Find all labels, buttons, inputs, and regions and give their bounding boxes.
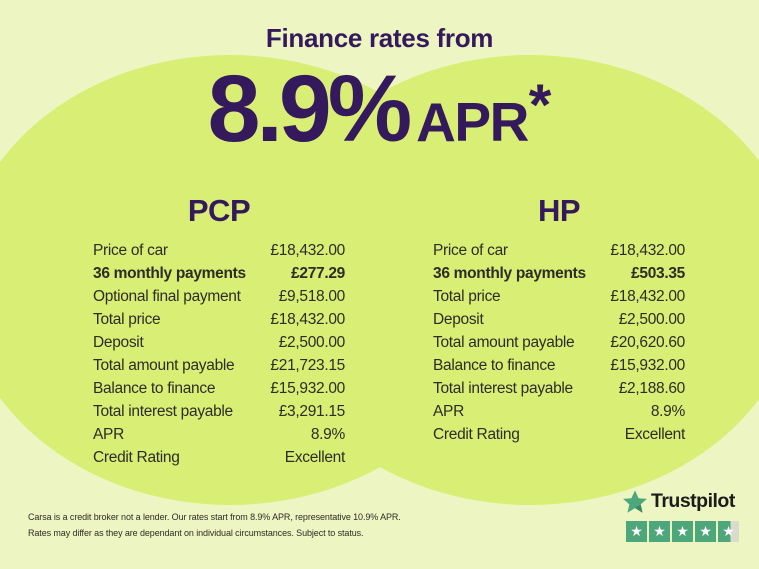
trustpilot-brand-label: Trustpilot [651, 490, 735, 513]
row-label: Total interest payable [93, 402, 233, 420]
finance-row [433, 239, 685, 262]
finance-row [93, 400, 345, 423]
trustpilot-star-half: ★ [718, 521, 739, 542]
row-value: £18,432.00 [270, 241, 345, 259]
hp-table [433, 193, 685, 446]
row-label: Price of car [93, 241, 168, 259]
finance-row [93, 377, 345, 400]
trustpilot-star-full: ★ [626, 521, 647, 542]
trustpilot-rating-stars [626, 521, 739, 542]
row-value: £15,932.00 [270, 379, 345, 397]
row-value: Excellent [284, 448, 345, 466]
row-value: Excellent [624, 425, 685, 443]
finance-row [93, 285, 345, 308]
finance-row [93, 308, 345, 331]
trustpilot-star-full: ★ [649, 521, 670, 542]
row-label: Total price [93, 310, 161, 328]
row-label: Balance to finance [433, 356, 556, 374]
disclaimer-line-2: Rates may differ as they are dependant on individual circumstances. Subject to status. [28, 527, 364, 538]
row-value: £20,620.60 [610, 333, 685, 351]
row-label: Price of car [433, 241, 508, 259]
finance-row [93, 354, 345, 377]
finance-row [433, 262, 685, 285]
finance-row [433, 285, 685, 308]
row-value: £18,432.00 [270, 310, 345, 328]
row-label: Total price [433, 287, 501, 305]
row-label: Total amount payable [433, 333, 575, 351]
row-value: £2,188.60 [618, 379, 685, 397]
trustpilot-star-full: ★ [695, 521, 716, 542]
trustpilot-star-full: ★ [672, 521, 693, 542]
finance-row [433, 400, 685, 423]
banner-title: Finance rates from [265, 23, 494, 53]
row-label: Total interest payable [433, 379, 573, 397]
row-value: 8.9% [650, 402, 685, 420]
trustpilot-star-icon [622, 489, 648, 515]
pcp-table [93, 193, 345, 469]
row-label: Optional final payment [93, 287, 241, 305]
rate-asterisk: * [528, 73, 552, 138]
finance-row [433, 354, 685, 377]
row-value: £277.29 [291, 264, 345, 282]
row-value: £15,932.00 [610, 356, 685, 374]
rate-suffix: APR [416, 91, 528, 153]
finance-row [93, 262, 345, 285]
finance-row [93, 446, 345, 469]
trustpilot-logo-row [622, 489, 739, 515]
row-value: £18,432.00 [610, 241, 685, 259]
row-value: £18,432.00 [610, 287, 685, 305]
row-label: Credit Rating [93, 448, 180, 466]
row-label: 36 monthly payments [433, 264, 586, 282]
finance-row [433, 377, 685, 400]
pcp-table-heading: PCP [187, 193, 251, 228]
headline-rate [0, 56, 759, 162]
row-label: Deposit [93, 333, 144, 351]
row-value: 8.9% [310, 425, 345, 443]
finance-row [93, 423, 345, 446]
row-value: £2,500.00 [618, 310, 685, 328]
pcp-table-rows [93, 239, 345, 469]
trustpilot-badge[interactable] [622, 489, 739, 542]
row-value: £503.35 [631, 264, 685, 282]
finance-row [93, 239, 345, 262]
disclaimer-line-1: Carsa is a credit broker not a lender. Our rates start from 8.9% APR, representative 10.9% APR. [28, 512, 401, 522]
finance-row [433, 331, 685, 354]
row-value: £9,518.00 [278, 287, 345, 305]
hp-table-rows [433, 239, 685, 446]
row-label: APR [433, 402, 464, 420]
finance-row [433, 308, 685, 331]
finance-row [433, 423, 685, 446]
finance-row [93, 331, 345, 354]
row-value: £21,723.15 [270, 356, 345, 374]
row-label: 36 monthly payments [93, 264, 246, 282]
rate-value: 8.9% [207, 56, 409, 162]
row-label: APR [93, 425, 124, 443]
row-label: Deposit [433, 310, 484, 328]
row-value: £3,291.15 [278, 402, 345, 420]
row-label: Credit Rating [433, 425, 520, 443]
hp-table-heading: HP [537, 193, 581, 228]
legal-disclaimer [28, 510, 401, 541]
row-label: Balance to finance [93, 379, 216, 397]
row-label: Total amount payable [93, 356, 235, 374]
row-value: £2,500.00 [278, 333, 345, 351]
